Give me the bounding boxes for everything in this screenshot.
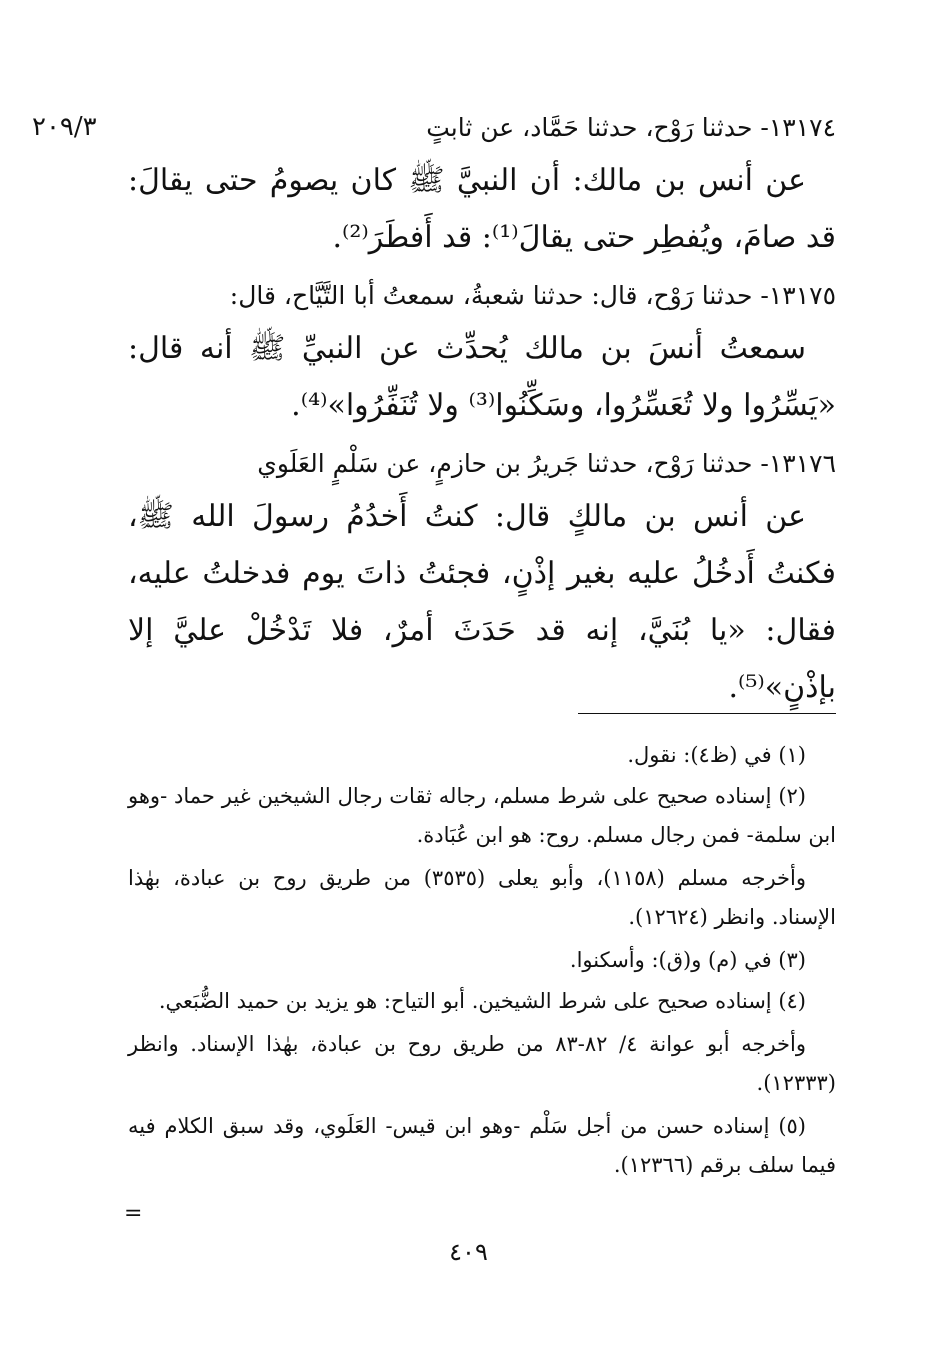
footnote: وأخرجه مسلم (١١٥٨)، وأبو يعلى (٣٥٣٥) من طريق روح بن عبادة، بهٰذا الإسناد. وانظر (١٢٦٢٤). bbox=[128, 866, 836, 929]
footnote: وأخرجه أبو عوانة ٤/ ٨٢-٨٣ من طريق روح بن عبادة، بهٰذا الإسناد. وانظر (١٢٣٣٣). bbox=[128, 1032, 836, 1095]
footnote-separator bbox=[578, 713, 836, 714]
continuation-mark: = bbox=[124, 1201, 143, 1226]
main-text bbox=[128, 108, 836, 716]
hadith-isnad: ١٣١٧٥- حدثنا رَوْح، قال: حدثنا شعبةُ، سمعتُ أبا التَّيَّاح، قال: bbox=[229, 281, 836, 310]
hadith-matn: عن أنس بن مالك: أن النبيَّ ﷺ كان يصومُ حتى يقالَ: قد صامَ، ويُفطِر حتى يقالَ⁽¹⁾: قد أَفطَرَ⁽²⁾. bbox=[128, 163, 836, 255]
hadith-isnad: ١٣١٧٤- حدثنا رَوْح، حدثنا حَمَّاد، عن ثابتٍ bbox=[426, 113, 836, 142]
footnote: (١) في (ظ٤): نقول. bbox=[627, 743, 806, 767]
footnote: (٢) إسناده صحيح على شرط مسلم، رجاله ثقات رجال الشيخين غير حماد -وهو ابن سلمة- فمن رجال مسلم. روح: هو ابن عُبَادة. bbox=[128, 784, 836, 847]
footnote: (٣) في (م) و(ق): وأسكنوا. bbox=[569, 948, 806, 972]
page-number: ٤٠٩ bbox=[449, 1238, 488, 1266]
footnotes bbox=[128, 736, 836, 1189]
hadith-matn: سمعتُ أنسَ بن مالك يُحدِّث عن النبيِّ ﷺ أنه قال: «يَسِّرُوا ولا تُعَسِّرُوا، وسَكِّنُوا⁽³⁾ ولا تُنَفِّرُوا»⁽⁴⁾. bbox=[128, 331, 836, 423]
hadith-isnad: ١٣١٧٦- حدثنا رَوْح، حدثنا جَريرُ بن حازمٍ، عن سَلْمٍ العَلَوي bbox=[257, 449, 836, 478]
footnote: (٥) إسناده حسن من أجل سَلْم -وهو ابن قيس- العَلَوي، وقد سبق الكلام فيه فيما سلف برقم (١٢٣٦٦). bbox=[128, 1114, 836, 1177]
hadith-matn: عن أنس بن مالكٍ قال: كنتُ أَخدُمُ رسولَ الله ﷺ، فكنتُ أَدخُلُ عليه بغير إذْنٍ، فجئتُ ذاتَ يوم فدخلتُ عليه، فقال: «يا بُنَيَّ، إنه قد حَدَثَ أمرٌ، فلا تَدْخُلْ عليَّ إلا بإذْنٍ»⁽⁵⁾. bbox=[128, 499, 836, 705]
footnote: (٤) إسناده صحيح على شرط الشيخين. أبو التياح: هو يزيد بن حميد الضُّبَعي. bbox=[158, 989, 806, 1013]
margin-volume-reference: ٢٠٩/٣ bbox=[32, 112, 97, 142]
